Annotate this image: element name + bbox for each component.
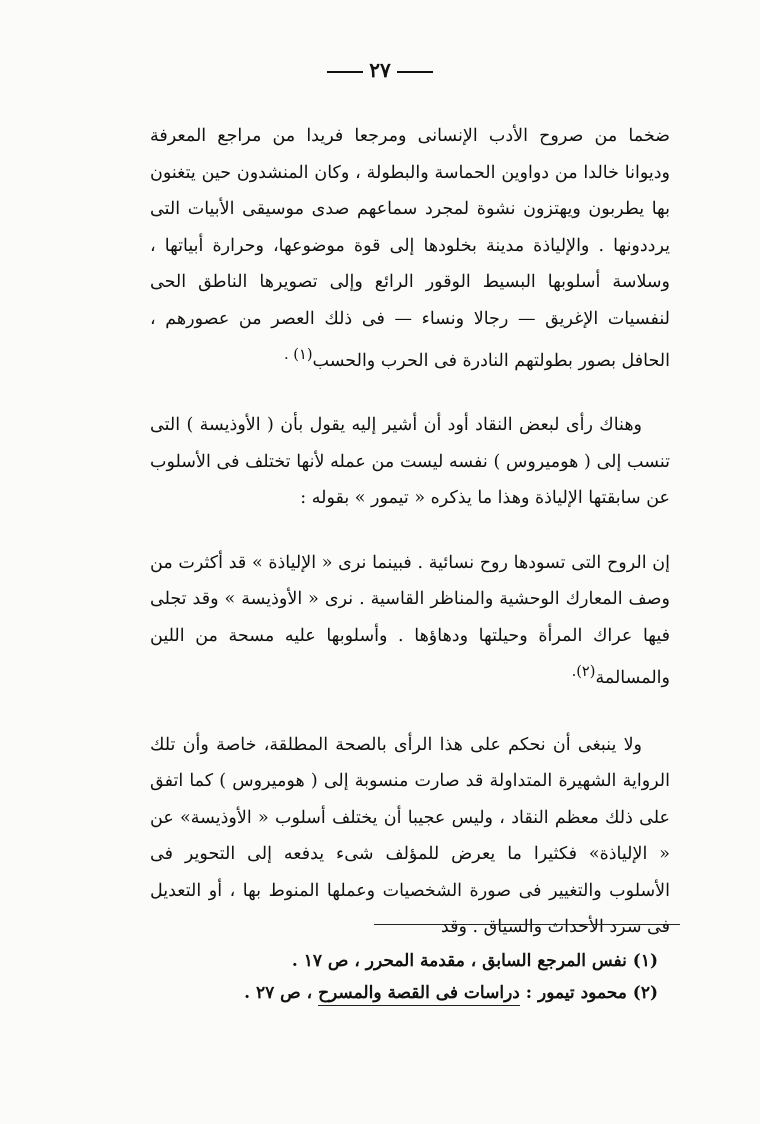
footnotes <box>218 945 658 1009</box>
paragraph-text: إن الروح التى تسودها روح نسائية . فبينما نرى « الإلياذة » قد أكثرت من وصف المعارك الوحشية والمناظر القاسية . نرى « الأوذيسة » وقد تجلى فيها عراك المرأة وحيلتها ودهاؤها . وأسلوبها عليه مسحة من اللين والمسالمة <box>150 552 670 689</box>
quotation-paragraph <box>150 545 670 697</box>
paragraph-text: وهناك رأى لبعض النقاد أود أن أشير إليه يقول بأن ( الأوذيسة ) التى تنسب إلى ( هوميروس ) نفسه ليست من عمله لأنها تختلف فى الأسلوب عن سابقتها الإلياذة وهذا ما يذكره « تيمور » بقوله : <box>150 415 670 509</box>
footnote-book-title: دراسات فى القصة والمسرح <box>318 983 520 1006</box>
footnote-1 <box>218 945 658 977</box>
footnote-prefix: (٢) محمود تيمور : <box>519 983 658 1003</box>
page-number-value: ٢٧ <box>369 58 391 82</box>
paragraph-1 <box>150 118 670 379</box>
footnote-separator <box>374 924 680 925</box>
paragraph-text: ضخما من صروح الأدب الإنسانى ومرجعا فريدا من مراجع المعرفة وديوانا خالدا من دواوين الحماسة والبطولة ، وكان المنشدون حين يتغنون بها يطربون ويهتزون نشوة لمجرد سماعهم صدى موسيقى الأبيات التى يرددونها . والإلياذة مدينة بخلودها إلى قوة موضوعها، وحرارة أبياتها ، وسلاسة أسلوبها البسيط الوقور الرائع وإلى تصويرها الناطق الحى لنفسيات الإغريق — رجالا ونساء — فى ذلك العصر من عصورهم ، الحافل بصور بطولتهم النادرة فى الحرب والحسب <box>150 126 670 371</box>
paragraph-2 <box>150 407 670 517</box>
page-number <box>0 58 760 82</box>
footnote-text: (١) نفس المرجع السابق ، مقدمة المحرر ، ص ١٧ . <box>291 951 658 971</box>
page-number-dash-left <box>327 71 363 73</box>
footnote-ref: (٢). <box>571 663 596 681</box>
paragraph-text: ولا ينبغى أن نحكم على هذا الرأى بالصحة المطلقة، خاصة وأن تلك الرواية الشهيرة المتداولة قد صارت منسوبة إلى ( هوميروس ) كما اتفق على ذلك معظم النقاد ، وليس عجيبا أن يختلف أسلوب « الأوذيسة» عن « الإلياذة» فكثيرا ما يعرض للمؤلف شىء يدفعه إلى التحوير فى الأسلوب والتغيير فى صورة الشخصيات وعملها المنوط بها ، أو التعديل فى سرد الأحداث والسياق . وقد <box>150 734 670 938</box>
footnote-suffix: ، ص ٢٧ . <box>244 983 319 1003</box>
footnote-2 <box>218 977 658 1009</box>
paragraph-4 <box>150 727 670 946</box>
main-text <box>150 118 670 974</box>
footnote-ref: (١) . <box>284 346 313 363</box>
page-number-dash-right <box>397 71 433 73</box>
